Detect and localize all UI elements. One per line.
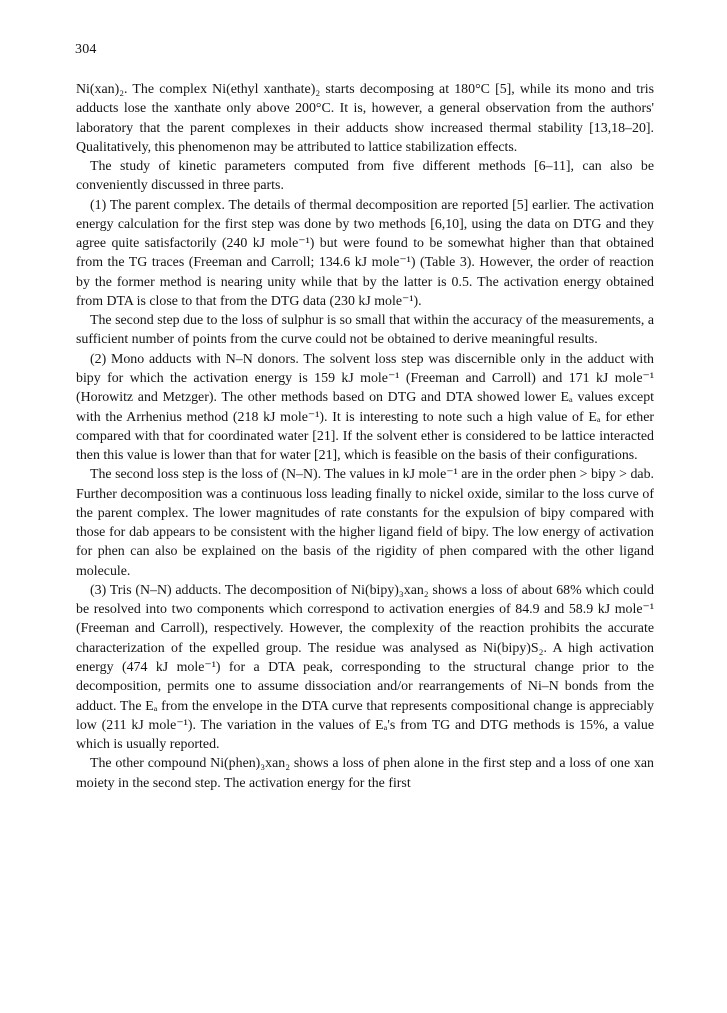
paragraph-parent-complex: (1) The parent complex. The details of thermal decomposition are reported [5] earlier. The activation energy calculation for the first step was done by two methods [6,10], using the data on DTG and they agree quite satisfactorily (240 kJ mole⁻¹) but were found to be somewhat higher than that obtained from the TG traces (Freeman and Carroll; 134.6 kJ mole⁻¹) (Table 3). However, the order of reaction by the former method is nearing unity while that by the latter is 0.5. The activation energy obtained from DTA is close to that from the DTG data (230 kJ mole⁻¹). — [76, 197, 654, 309]
paragraph-second-loss-step: The second loss step is the loss of (N–N). The values in kJ mole⁻¹ are in the order phen > bipy > dab. Further decomposition was a continuous loss leading finally to nickel oxide, similar to the loss curve of the parent complex. The lower magnitudes of rate constants for the expulsion of bipy compared with those for dab appears to be consistent with the higher ligand field of bipy. The low energy of activation for phen can also be explained on the basis of the rigidity of phen compared with the other ligand molecule. — [76, 467, 654, 579]
paragraph-sulphur-loss-step: The second step due to the loss of sulphur is so small that within the accuracy of the measurements, a sufficient number of points from the curve could not be obtained to derive meaningful results. — [76, 313, 654, 348]
paragraph-nixan-stability: Ni(xan)₂. The complex Ni(ethyl xanthate)₂ starts decomposing at 180°C [5], while its mono and tris adducts lose the xanthate only above 200°C. It is, however, a general observation from the authors' laboratory that the parent complexes in their adducts show increased thermal stability [13,18–20]. Qualitatively, this phenomenon may be attributed to lattice stabilization effects. — [76, 82, 654, 155]
paragraph-phen-compound: The other compound Ni(phen)₃xan₂ shows a loss of phen alone in the first step and a loss of one xan moiety in the second step. The activation energy for the first — [76, 756, 654, 791]
paragraph-kinetic-parameters-intro: The study of kinetic parameters computed from five different methods [6–11], can also be conveniently discussed in three parts. — [76, 159, 654, 194]
page-number: 304 — [75, 42, 97, 57]
paragraph-mono-adducts: (2) Mono adducts with N–N donors. The solvent loss step was discernible only in the adduct with bipy for which the activation energy is 159 kJ mole⁻¹ (Freeman and Carroll) and 171 kJ mole⁻¹ (Horowitz and Metzger). The other methods based on DTG and DTA showed lower Eₐ values except with the Arrhenius method (218 kJ mole⁻¹). It is interesting to note such a high value of Eₐ for ether compared with that for coordinated water [21]. If the solvent ether is considered to be lattice interacted then this value is lower than that for water [21], which is feasible on the basis of their configurations. — [76, 351, 654, 464]
article-body — [76, 80, 654, 793]
paragraph-tris-adducts: (3) Tris (N–N) adducts. The decomposition of Ni(bipy)₃xan₂ shows a loss of about 68% which could be resolved into two components which correspond to activation energies of 84.9 and 58.9 kJ mole⁻¹ (Freeman and Carroll), respectively. However, the complexity of the reaction prohibits the accurate characterization of the expelled group. The residue was analysed as Ni(bipy)S₂. A high activation energy (474 kJ mole⁻¹) for a DTA peak, corresponding to the structural change prior to the decomposition, permits one to assume dissociation and/or rearrangements of Ni–N bonds from the adduct. The Eₐ from the envelope in the DTA curve that represents compositional change is appreciably low (211 kJ mole⁻¹). The variation in the values of Eₐ's from TG and DTG methods is 15%, a value which is usually reported. — [76, 582, 654, 753]
